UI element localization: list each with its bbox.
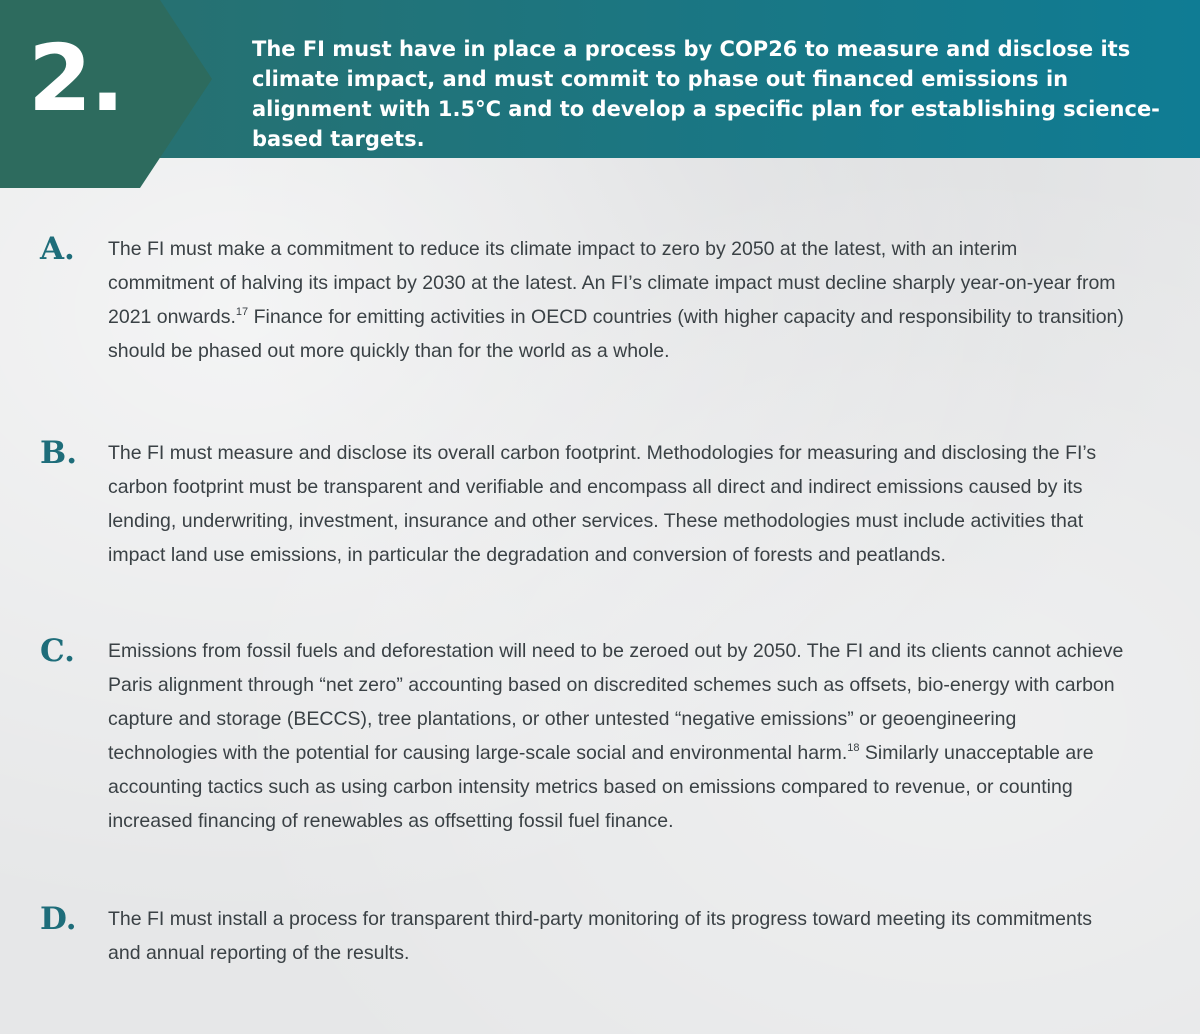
footnote-ref: 17 xyxy=(235,306,249,318)
item-text xyxy=(108,634,1128,838)
item-text-part: Finance for emitting activities in OECD countries (with higher capacity and responsibility to transition) should be phased out more quickly than for the world as a whole. xyxy=(108,306,1124,362)
section-number: 2. xyxy=(28,25,123,132)
item-text: The FI must install a process for transparent third-party monitoring of its progress toward meeting its commitments and annual reporting of the results. xyxy=(108,908,1093,964)
header-banner xyxy=(0,0,1200,188)
footnote-ref: 18 xyxy=(847,742,860,754)
item-letter: C. xyxy=(40,633,75,669)
item-letter: D. xyxy=(40,901,77,937)
item-text-part: Emissions from fossil fuels and deforestation will need to be zeroed out by 2050. The FI and its clients cannot achieve Paris alignment through “net zero” accounting based on discredited schemes such as offsets, bio-energy with carbon capture and storage (BECCS), tree plantations, or other untested “negative emissions” or geoengineering technologies with the potential for causing large-scale social and environmental harm. xyxy=(108,640,1124,764)
section-headline: The FI must have in place a process by COP26 to measure and disclose its climate impact, and must commit to phase out financed emissions in alignment with 1.5°C and to develop a specific plan for establishing science-based targets. xyxy=(252,37,1160,151)
item-letter: A. xyxy=(40,231,75,267)
item-letter: B. xyxy=(40,435,77,471)
item-text-part: Similarly unacceptable are accounting tactics such as using carbon intensity metrics based on emissions compared to revenue, or counting increased financing of renewables as offsetting fossil fuel finance. xyxy=(108,742,1094,832)
item-text: The FI must measure and disclose its overall carbon footprint. Methodologies for measuring and disclosing the FI’s carbon footprint must be transparent and verifiable and encompass all direct and indirect emissions caused by its lending, underwriting, investment, insurance and other services. These methodologies must include activities that impact land use emissions, in particular the degradation and conversion of forests and peatlands. xyxy=(108,442,1097,566)
item-text xyxy=(108,232,1128,368)
item-text-part: The FI must make a commitment to reduce its climate impact to zero by 2050 at the latest, with an interim commitment of halving its impact by 2030 at the latest. An FI’s climate impact must decline sharply year-on-year from 2021 onwards. xyxy=(108,238,1116,328)
